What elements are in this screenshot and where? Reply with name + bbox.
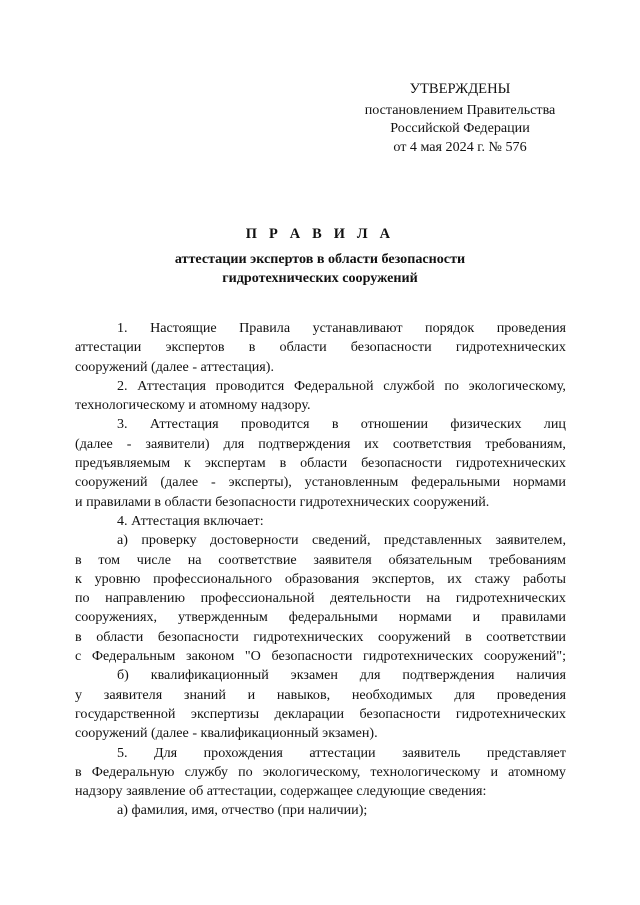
text-line: 3. Аттестация проводится в отношении физических лиц	[117, 416, 566, 433]
text-line: а) фамилия, имя, отчество (при наличии);	[117, 802, 368, 819]
text-line: государственной экспертизы декларации безопасности гидротехнических	[75, 705, 566, 722]
approval-line: Российской Федерации	[390, 120, 530, 136]
text-line: (далее - заявители) для подтверждения их соответствия требованиям,	[75, 435, 566, 452]
text-line: предъявляемым к экспертам в области безопасности гидротехнических	[75, 455, 566, 472]
text-line: с Федеральным законом "О безопасности гидротехнических сооружений";	[75, 648, 566, 665]
approval-line: от 4 мая 2024 г. № 576	[393, 138, 527, 155]
text-line: сооружений (далее - квалификационный экзамен).	[75, 725, 378, 742]
text-line: надзору заявление об аттестации, содержащее следующие сведения:	[75, 783, 487, 800]
text-line: в Федеральную службу по экологическому, технологическому и атомному	[75, 763, 566, 780]
text-line: аттестации экспертов в области безопасности гидротехнических	[75, 339, 566, 356]
approval-line: постановлением Правительства	[364, 101, 556, 118]
text-line: в области безопасности гидротехнических сооружений в соответствии	[75, 628, 566, 645]
text-line: у заявителя знаний и навыков, необходимых для проведения	[75, 686, 566, 703]
text-line: сооружениях, утвержденным федеральными нормами и правилами	[75, 609, 566, 626]
approval-stamp	[330, 80, 590, 156]
document-title: П Р А В И Л А	[245, 226, 395, 242]
document-body	[75, 319, 566, 821]
text-line: 2. Аттестация проводится Федеральной службой по экологическому,	[117, 377, 566, 394]
text-line: по направлению профессиональной деятельности на гидротехнических	[75, 590, 566, 607]
text-line: сооружений (далее - аттестация).	[75, 358, 274, 375]
text-line: 5. Для прохождения аттестации заявитель представляет	[117, 744, 566, 761]
subtitle-line: гидротехнических сооружений	[222, 270, 418, 287]
approval-heading: УТВЕРЖДЕНЫ	[409, 81, 511, 97]
document-subtitle	[120, 250, 520, 288]
text-line: и правилами в области безопасности гидротехнических сооружений.	[75, 493, 490, 510]
text-line: 1. Настоящие Правила устанавливают порядок проведения	[117, 320, 566, 336]
text-line: 4. Аттестация включает:	[117, 512, 264, 529]
text-line: к уровню профессионального образования экспертов, их стажу работы	[75, 570, 566, 587]
text-line: б) квалификационный экзамен для подтверждения наличия	[117, 667, 566, 684]
subtitle-line: аттестации экспертов в области безопасности	[174, 251, 466, 267]
text-line: технологическому и атомному надзору.	[75, 397, 311, 414]
text-line: а) проверку достоверности сведений, представленных заявителем,	[117, 532, 566, 549]
text-line: в том числе на соответствие заявителя обязательным требованиям	[75, 551, 566, 568]
text-line: сооружений (далее - эксперты), установленным федеральными нормами	[75, 474, 566, 491]
